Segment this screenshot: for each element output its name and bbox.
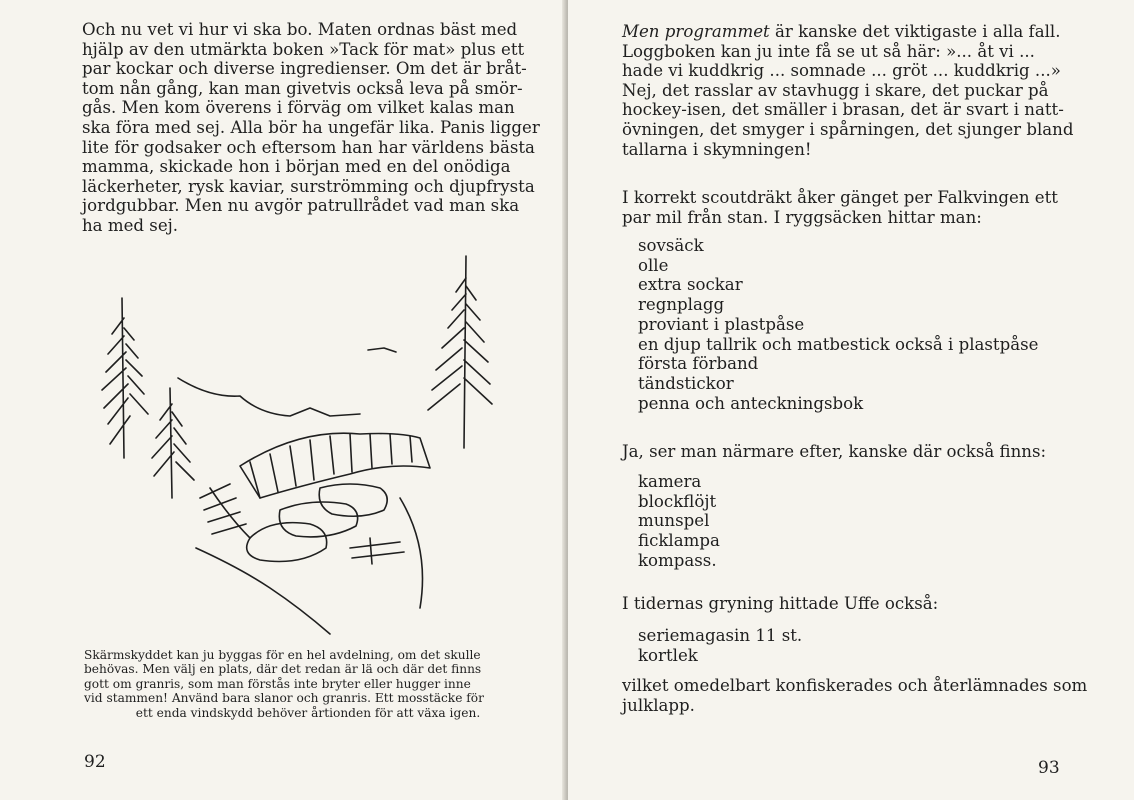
text-line (622, 22, 1072, 42)
list-item: munspel (638, 511, 710, 531)
page-number: 92 (84, 752, 106, 772)
figure-caption (84, 648, 532, 720)
text-line: Loggboken kan ju inte få se ut så här: »... åt vi ... (622, 41, 1035, 61)
text-line: ska föra med sej. Alla bör ha ungefär lika. Panis ligger (82, 117, 540, 137)
paragraph-backpack (622, 188, 1072, 227)
list-item: seriemagasin 11 st. (638, 626, 803, 645)
caption-line: Skärmskyddet kan ju byggas för en hel avdelning, om det skulle (84, 648, 481, 662)
list-item: penna och anteckningsbok (638, 393, 864, 413)
left-body-text (82, 20, 540, 236)
text-line: hade vi kuddkrig ... somnade ... gröt ... kuddkrig ...» (622, 61, 1061, 81)
text-line: hockey-isen, det smäller i brasan, det är svart i natt- (622, 100, 1064, 120)
text-line: övningen, det smyger i spårningen, det sjunger bland (622, 119, 1074, 139)
list-item: första förband (638, 354, 759, 374)
list-item: proviant i plastpåse (638, 314, 805, 334)
paragraph-also-finds: Ja, ser man närmare efter, kanske där också finns: (622, 442, 1047, 461)
left-page (0, 0, 566, 800)
text-line: jordgubbar. Men nu avgör patrullrådet vad man ska (82, 196, 520, 216)
paragraph-confiscated (622, 676, 1088, 715)
uffe-list (638, 626, 802, 665)
text-fragment: är kanske det viktigaste i alla fall. (769, 22, 1061, 41)
text-line: tallarna i skymningen! (622, 139, 812, 159)
right-page (568, 0, 1134, 800)
list-item: sovsäck (638, 236, 704, 255)
text-line: Nej, det rasslar av stavhugg i skare, det puckar på (622, 80, 1049, 100)
text-line: ha med sej. (82, 215, 179, 235)
list-item: kortlek (638, 645, 698, 665)
text-line: hjälp av den utmärkta boken »Tack för mat» plus ett (82, 39, 525, 59)
list-item: extra sockar (638, 275, 743, 295)
text-line: vilket omedelbart konfiskerades och återlämnades som (622, 676, 1088, 695)
list-item: olle (638, 255, 669, 275)
text-line: lite för godsaker och eftersom han har världens bästa (82, 137, 535, 157)
text-line: Och nu vet vi hur vi ska bo. Maten ordnas bäst med (82, 20, 518, 39)
caption-line: vid stammen! Använd bara slanor och granris. Ett mosstäcke för (84, 691, 484, 706)
page-number: 93 (1038, 758, 1060, 778)
backpack-list (638, 236, 1038, 413)
caption-line: behövas. Men välj en plats, där det redan är lä och där det finns (84, 662, 482, 677)
lean-to-shelter-illustration (100, 248, 520, 640)
text-line: I korrekt scoutdräkt åker gänget per Falkvingen ett (622, 188, 1058, 207)
list-item: ficklampa (638, 531, 720, 551)
paragraph-programme (622, 22, 1072, 159)
italic-phrase: Men programmet (622, 22, 770, 41)
text-line: par mil från stan. I ryggsäcken hittar man: (622, 207, 982, 227)
text-line: julklapp. (622, 695, 695, 715)
text-line: mamma, skickade hon i början med en del onödiga (82, 157, 511, 177)
list-item: regnplagg (638, 295, 725, 315)
list-item: en djup tallrik och matbestick också i plastpåse (638, 334, 1039, 354)
caption-line: ett enda vindskydd behöver årtionden för att växa igen. (135, 705, 481, 720)
text-line: läckerheter, rysk kaviar, surströmming och djupfrysta (82, 176, 535, 196)
text-line: tom nån gång, kan man givetvis också leva på smör- (82, 78, 523, 98)
list-item: tändstickor (638, 373, 734, 393)
paragraph-uffe: I tidernas gryning hittade Uffe också: (622, 594, 939, 613)
list-item: blockflöjt (638, 491, 717, 511)
list-item: kompass. (638, 550, 717, 570)
text-line: gås. Men kom överens i förväg om vilket kalas man (82, 98, 515, 118)
extras-list (638, 472, 720, 571)
list-item: kamera (638, 472, 702, 491)
text-line: par kockar och diverse ingredienser. Om det är bråt- (82, 59, 527, 79)
caption-line: gott om granris, som man förstås inte bryter eller hugger inne (84, 676, 471, 691)
